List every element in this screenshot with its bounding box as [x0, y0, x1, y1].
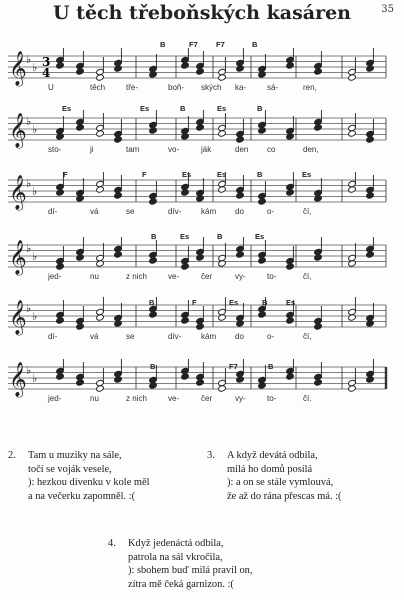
note-head — [56, 373, 65, 380]
lyric-syllable: ják — [201, 145, 212, 154]
treble-clef-icon: 𝄞 — [9, 113, 27, 148]
chord-symbol: B — [150, 362, 156, 371]
note-head — [366, 192, 375, 199]
lyric-syllable: jed- — [48, 394, 62, 403]
lyric-syllable: sto- — [48, 145, 62, 154]
note-head — [149, 311, 158, 318]
note-head — [149, 382, 158, 389]
lyric-syllable: z nich — [126, 272, 147, 281]
lyric-syllable: ských — [201, 83, 222, 92]
note-head — [96, 385, 105, 392]
flat-icon: ♭ — [32, 372, 38, 385]
note-head — [314, 323, 323, 330]
chord-symbol: B — [268, 362, 274, 371]
note-head — [258, 257, 267, 264]
verse-4: 4. Když jedenáctá odbila, patrola na sál vkročila, ): sbohem buď milá pravil on, zítra mě čeká garnizon. :( — [108, 538, 253, 590]
note-head — [236, 65, 245, 72]
note-head — [348, 186, 357, 193]
note-head — [149, 127, 158, 134]
note-head — [181, 62, 190, 69]
treble-clef-icon: 𝄞 — [9, 240, 27, 275]
note-head — [348, 74, 357, 81]
chord-symbol: Es — [217, 170, 227, 179]
lyric-syllable: těch — [90, 83, 106, 92]
lyric-syllable: boň- — [168, 83, 185, 92]
verse-3: 3. A když devátá odbila, milá ho domů posílá ): a on se stále vymlouvá, že až do rána přescas má. :( — [207, 450, 342, 502]
note-head — [181, 317, 190, 324]
lyric-syllable: vo- — [168, 145, 180, 154]
flat-icon: ♭ — [32, 310, 38, 323]
note-head — [196, 379, 205, 386]
lyric-syllable: dív- — [168, 207, 182, 216]
note-head — [96, 130, 105, 137]
note-head — [76, 68, 85, 75]
note-head — [286, 189, 295, 196]
note-head — [314, 254, 323, 261]
note-head — [348, 385, 357, 392]
chord-symbol: Es — [229, 298, 239, 307]
lyric-syllable: čí. — [303, 394, 312, 403]
note-head — [76, 323, 85, 330]
note-head — [149, 71, 158, 78]
lyric-syllable: z nich — [126, 394, 147, 403]
lyric-syllable: ji — [90, 145, 94, 154]
note-head — [286, 373, 295, 380]
note-head — [218, 260, 227, 267]
lyric-syllable: dí- — [48, 332, 58, 341]
flat-icon: ♭ — [26, 53, 32, 66]
chord-symbol: B — [217, 232, 223, 241]
lyric-syllable: kám — [201, 207, 217, 216]
note-head — [181, 263, 190, 270]
note-head — [218, 74, 227, 81]
chord-symbol: B — [257, 104, 263, 113]
note-head — [348, 130, 357, 137]
flat-icon: ♭ — [26, 242, 32, 255]
lyric-syllable: nu — [90, 272, 99, 281]
lyric-syllable: U — [48, 83, 54, 92]
note-head — [218, 130, 227, 137]
lyric-syllable: den, — [303, 145, 319, 154]
chord-symbol: B — [257, 170, 263, 179]
note-head — [114, 136, 123, 143]
lyric-syllable: den — [235, 145, 249, 154]
note-head — [96, 260, 105, 267]
flat-icon: ♭ — [32, 123, 38, 136]
note-head — [218, 314, 227, 321]
note-head — [96, 186, 105, 193]
note-head — [114, 376, 123, 383]
flat-icon: ♭ — [32, 185, 38, 198]
note-head — [314, 68, 323, 75]
note-head — [96, 314, 105, 321]
note-head — [286, 62, 295, 69]
lyric-syllable: se — [126, 207, 135, 216]
chord-symbol: Es — [286, 298, 296, 307]
note-head — [218, 385, 227, 392]
flat-icon: ♭ — [26, 302, 32, 315]
note-head — [236, 192, 245, 199]
lyric-syllable: čer — [201, 394, 213, 403]
lyric-syllable: čer — [201, 272, 213, 281]
lyric-syllable: ve- — [168, 272, 180, 281]
lyric-syllable: do — [235, 332, 244, 341]
note-head — [76, 379, 85, 386]
lyric-syllable: tam — [126, 145, 140, 154]
lyric-syllable: to- — [267, 394, 277, 403]
lyric-syllable: co — [267, 145, 276, 154]
note-head — [149, 257, 158, 264]
note-head — [196, 323, 205, 330]
chord-symbol: Es — [302, 170, 312, 179]
lyric-syllable: čí, — [303, 332, 312, 341]
note-head — [56, 189, 65, 196]
note-head — [258, 71, 267, 78]
lyric-syllable: to- — [267, 272, 277, 281]
treble-clef-icon: 𝄞 — [9, 362, 27, 397]
note-head — [258, 127, 267, 134]
lyric-syllable: ve- — [168, 394, 180, 403]
chord-symbol: F — [142, 170, 147, 179]
note-head — [114, 251, 123, 258]
note-head — [286, 133, 295, 140]
chord-symbol: B — [262, 298, 268, 307]
lyric-syllable: vy- — [235, 272, 246, 281]
note-head — [114, 320, 123, 327]
note-head — [236, 136, 245, 143]
flat-icon: ♭ — [32, 61, 38, 74]
page-number: 35 — [381, 4, 394, 15]
note-head — [181, 133, 190, 140]
lyric-syllable: ren, — [303, 83, 317, 92]
chord-symbol: F — [63, 170, 68, 179]
note-head — [366, 136, 375, 143]
note-head — [181, 189, 190, 196]
treble-clef-icon: 𝄞 — [9, 175, 27, 210]
note-head — [218, 186, 227, 193]
note-head — [196, 195, 205, 202]
note-head — [366, 376, 375, 383]
lyric-syllable: vy- — [235, 394, 246, 403]
lyric-syllable: se — [126, 332, 135, 341]
note-head — [236, 251, 245, 258]
chord-symbol: B — [149, 298, 155, 307]
flat-icon: ♭ — [26, 115, 32, 128]
lyric-syllable: dí- — [48, 207, 58, 216]
note-head — [286, 317, 295, 324]
note-head — [366, 65, 375, 72]
note-head — [56, 133, 65, 140]
chord-symbol: Es — [62, 104, 72, 113]
chord-symbol: F — [192, 298, 197, 307]
note-head — [314, 124, 323, 131]
note-head — [236, 376, 245, 383]
note-head — [196, 68, 205, 75]
chord-symbol: Es — [255, 232, 265, 241]
chord-symbol: B — [160, 40, 166, 49]
lyric-syllable: vá — [90, 207, 99, 216]
lyric-syllable: do — [235, 207, 244, 216]
note-head — [258, 382, 267, 389]
lyric-syllable: kám — [201, 332, 217, 341]
song-title: U těch třeboňských kasáren — [53, 2, 351, 24]
note-head — [149, 198, 158, 205]
note-head — [196, 124, 205, 131]
lyric-syllable: tře- — [126, 83, 138, 92]
chord-symbol: B — [252, 40, 258, 49]
chord-symbol: B — [180, 104, 186, 113]
chord-symbol: F7 — [189, 40, 198, 49]
lyric-syllable: čí, — [303, 272, 312, 281]
note-head — [76, 195, 85, 202]
chord-symbol: Es — [217, 104, 227, 113]
chord-symbol: F7 — [229, 362, 238, 371]
time-signature: 3 — [42, 55, 51, 69]
flat-icon: ♭ — [26, 177, 32, 190]
time-signature: 4 — [42, 66, 51, 80]
lyric-syllable: dív- — [168, 332, 182, 341]
note-head — [258, 198, 267, 205]
note-head — [258, 311, 267, 318]
chord-symbol: Es — [182, 170, 192, 179]
flat-icon: ♭ — [32, 250, 38, 263]
verse-2: 2. Tam u muziky na sále, točí se voják vesele, ): hezkou dívenku v kole měl a na večerku zapomněl. :( — [8, 450, 150, 502]
note-head — [366, 251, 375, 258]
note-head — [56, 317, 65, 324]
lyric-syllable: sá- — [267, 83, 279, 92]
note-head — [56, 263, 65, 270]
chord-symbol: B — [151, 232, 157, 241]
note-head — [348, 260, 357, 267]
lyric-syllable: o- — [267, 207, 275, 216]
chord-symbol: Es — [180, 232, 190, 241]
lyric-syllable: o- — [267, 332, 275, 341]
note-head — [348, 314, 357, 321]
chord-symbol: F7 — [216, 40, 225, 49]
lyric-syllable: čí, — [303, 207, 312, 216]
lyric-syllable: vá — [90, 332, 99, 341]
note-head — [76, 124, 85, 131]
note-head — [286, 263, 295, 270]
note-head — [114, 65, 123, 72]
note-head — [314, 195, 323, 202]
treble-clef-icon: 𝄞 — [9, 51, 27, 86]
note-head — [181, 373, 190, 380]
chord-symbol: Es — [140, 104, 150, 113]
note-head — [236, 320, 245, 327]
note-head — [114, 192, 123, 199]
lyric-syllable: jed- — [48, 272, 62, 281]
lyric-syllable: ka- — [235, 83, 247, 92]
lyric-syllable: nu — [90, 394, 99, 403]
note-head — [314, 379, 323, 386]
note-head — [196, 254, 205, 261]
note-head — [366, 320, 375, 327]
note-head — [56, 62, 65, 69]
flat-icon: ♭ — [26, 364, 32, 377]
note-head — [76, 254, 85, 261]
treble-clef-icon: 𝄞 — [9, 300, 27, 335]
note-head — [96, 74, 105, 81]
